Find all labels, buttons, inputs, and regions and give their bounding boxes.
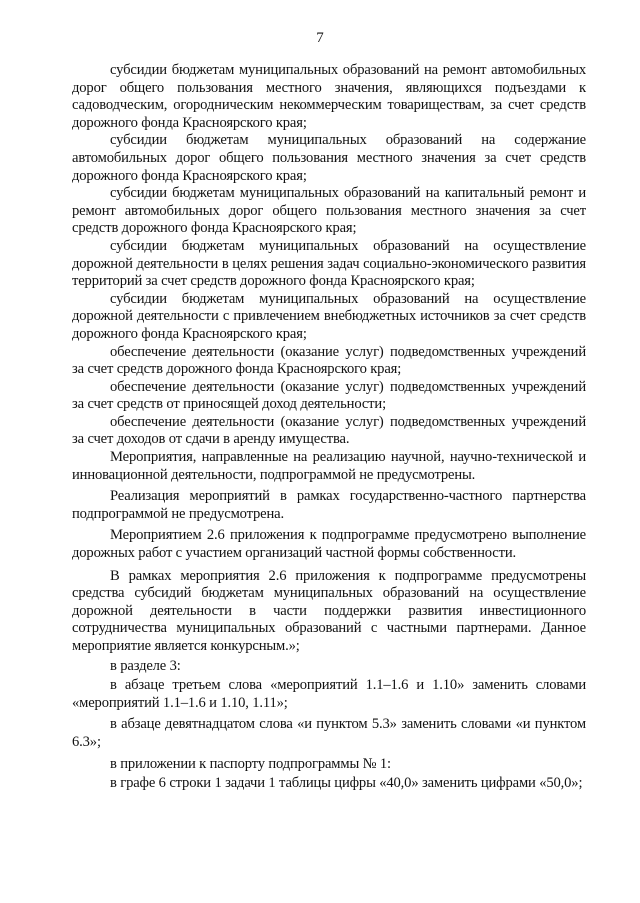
paragraph: в абзаце девятнадцатом слова «и пунктом 5.3» заменить словами «и пунктом 6.3»; [72, 716, 586, 750]
paragraph: в графе 6 строки 1 задачи 1 таблицы цифры «40,0» заменить цифрами «50,0»; [110, 775, 583, 792]
paragraph: Мероприятием 2.6 приложения к подпрограмме предусмотрено выполнение дорожных работ с участием организаций частной формы собственности. [72, 527, 586, 562]
paragraph: В рамках мероприятия 2.6 приложения к подпрограмме предусмотрены средства субсидий бюджетам муниципальных образований на осуществление дорожной деятельности в части поддержки развития инвестиционного сотрудничества муниципальных образований с частными партнерами. Данное мероприятие является конкурсным.»; [72, 567, 586, 654]
paragraph: обеспечение деятельности (оказание услуг) подведомственных учреждений за счет средств от приносящей доход деятельности; [72, 378, 586, 413]
paragraph: в абзаце третьем слова «мероприятий 1.1–1.6 и 1.10» заменить словами «мероприятий 1.1–1.6 и 1.10, 1.11»; [72, 677, 586, 711]
paragraph: субсидии бюджетам муниципальных образований на ремонт автомобильных дорог общего пользования местного значения, являющихся подъездами к садоводческим, огородническим некоммерческим товариществам, за счет средств дорожного фонда Красноярского края; [72, 62, 586, 131]
paragraph: субсидии бюджетам муниципальных образований на осуществление дорожной деятельности в целях решения задач социально-экономического развития территорий за счет средств дорожного фонда Красноярского края; [72, 237, 586, 290]
page-number: 7 [316, 30, 324, 46]
paragraph: в приложении к паспорту подпрограммы № 1: [110, 755, 391, 772]
paragraph: Реализация мероприятий в рамках государственно-частного партнерства подпрограммой не предусмотрена. [72, 488, 586, 522]
document-body [72, 62, 586, 793]
paragraph: субсидии бюджетам муниципальных образований на содержание автомобильных дорог общего пользования местного значения за счет средств дорожного фонда Красноярского края; [72, 132, 586, 184]
paragraph: в разделе 3: [110, 657, 181, 674]
paragraph: обеспечение деятельности (оказание услуг) подведомственных учреждений за счет средств дорожного фонда Красноярского края; [72, 343, 586, 378]
paragraph: субсидии бюджетам муниципальных образований на капитальный ремонт и ремонт автомобильных дорог общего пользования местного значения за счет средств дорожного фонда Красноярского края; [72, 185, 586, 237]
paragraph: Мероприятия, направленные на реализацию научной, научно-технической и инновационной деятельности, подпрограммой не предусмотрены. [72, 449, 586, 483]
paragraph: обеспечение деятельности (оказание услуг) подведомственных учреждений за счет доходов от сдачи в аренду имущества. [72, 413, 586, 448]
paragraph: субсидии бюджетам муниципальных образований на осуществление дорожной деятельности с привлечением внебюджетных источников за счет средств дорожного фонда Красноярского края; [72, 290, 586, 342]
